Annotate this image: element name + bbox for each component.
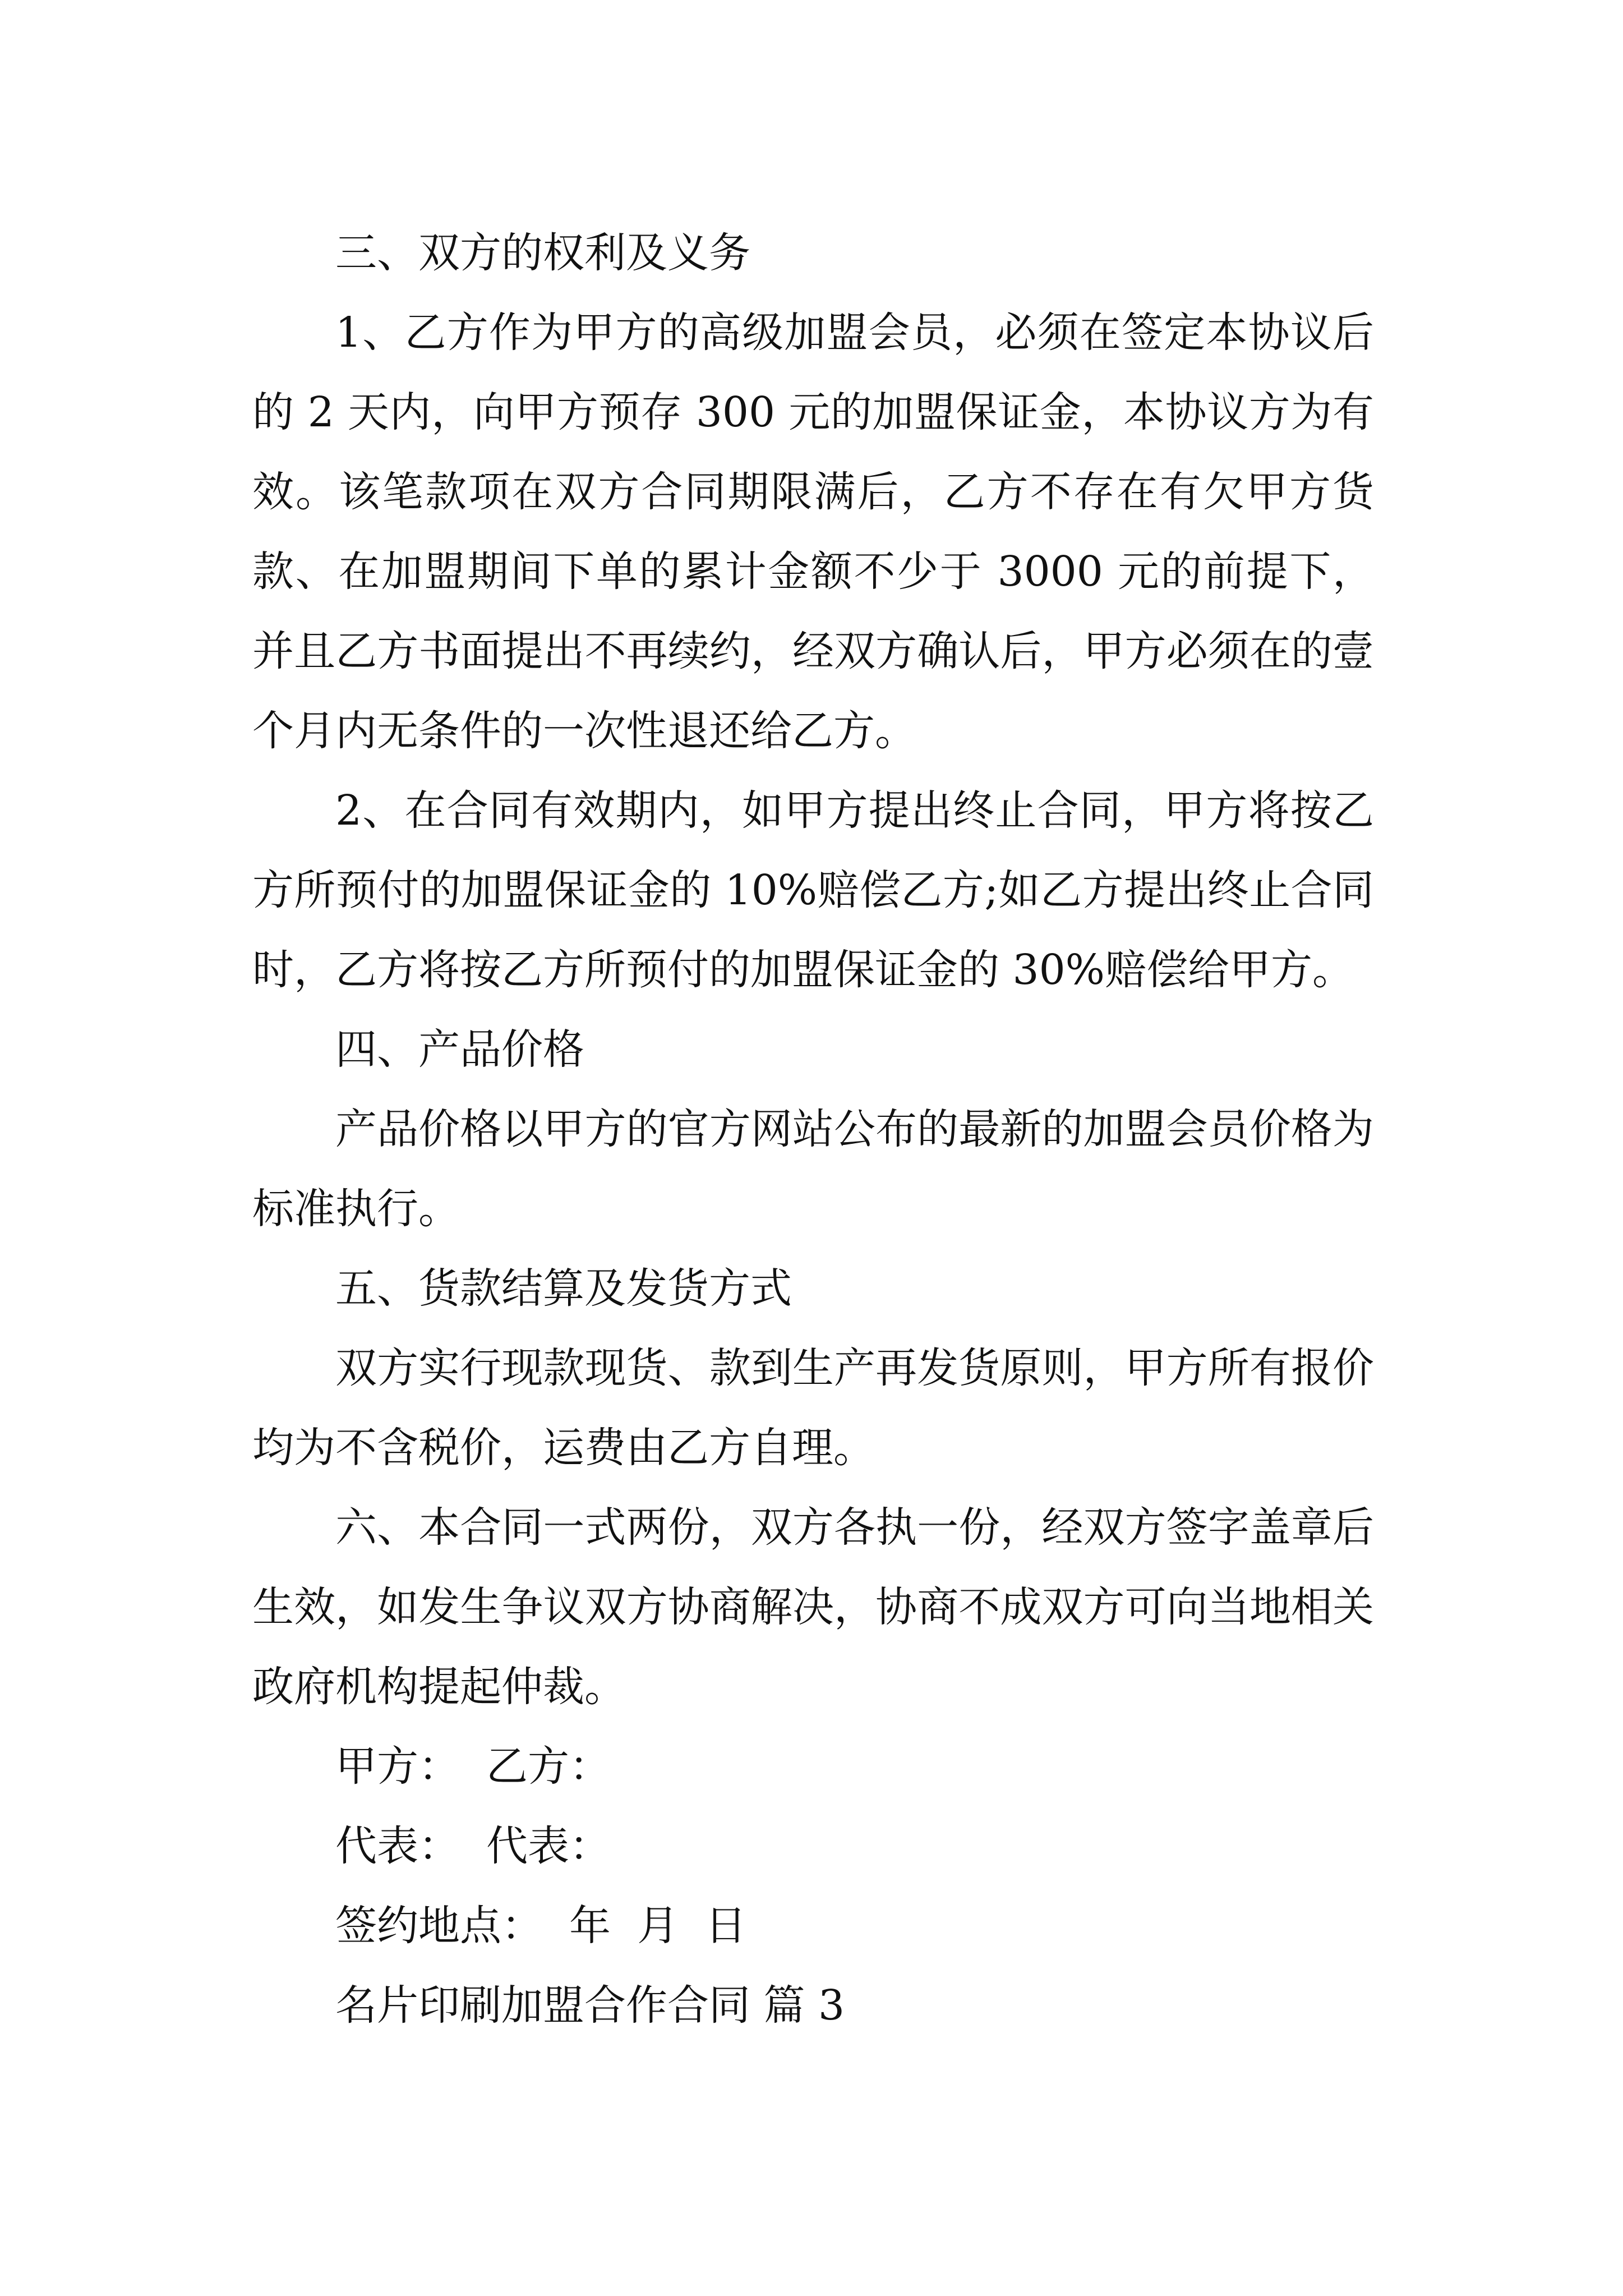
section-3-item-1: 1、乙方作为甲方的高级加盟会员，必须在签定本协议后的 2 天内，向甲方预存 300 元的加盟保证金，本协议方为有效。该笔款项在双方合同期限满后，乙方不存在有欠甲方货款、在加盟期间下单的累计金额不少于 3000 元的前提下，并且乙方书面提出不再续约，经双方确认后，甲方必须在的壹个月内无条件的一次性退还给乙方。 [252, 309, 1374, 755]
section-3-heading: 三、双方的权利及义务 [335, 229, 750, 277]
next-contract-title: 名片印刷加盟合作合同 篇 3 [335, 1981, 845, 2030]
section-4-heading: 四、产品价格 [335, 1025, 584, 1074]
document-body [252, 213, 1374, 2045]
section-5-body: 双方实行现款现货、款到生产再发货原则，甲方所有报价均为不含税价，运费由乙方自理。 [252, 1344, 1374, 1472]
section-3-item-2: 2、在合同有效期内，如甲方提出终止合同，甲方将按乙方所预付的加盟保证金的 10%赔偿乙方;如乙方提出终止合同时，乙方将按乙方所预付的加盟保证金的 30%赔偿给甲方。 [252, 786, 1374, 994]
section-4-body: 产品价格以甲方的官方网站公布的最新的加盟会员价格为标准执行。 [252, 1105, 1374, 1233]
signature-parties: 甲方： 乙方： [335, 1742, 611, 1791]
section-6-body: 六、本合同一式两份，双方各执一份，经双方签字盖章后生效，如发生争议双方协商解决，协商不成双方可向当地相关政府机构提起仲裁。 [252, 1503, 1374, 1711]
section-5-heading: 五、货款结算及发货方式 [335, 1264, 792, 1313]
signature-place-date: 签约地点： 年 月 日 [335, 1902, 747, 1950]
signature-representatives: 代表： 代表： [335, 1822, 611, 1870]
